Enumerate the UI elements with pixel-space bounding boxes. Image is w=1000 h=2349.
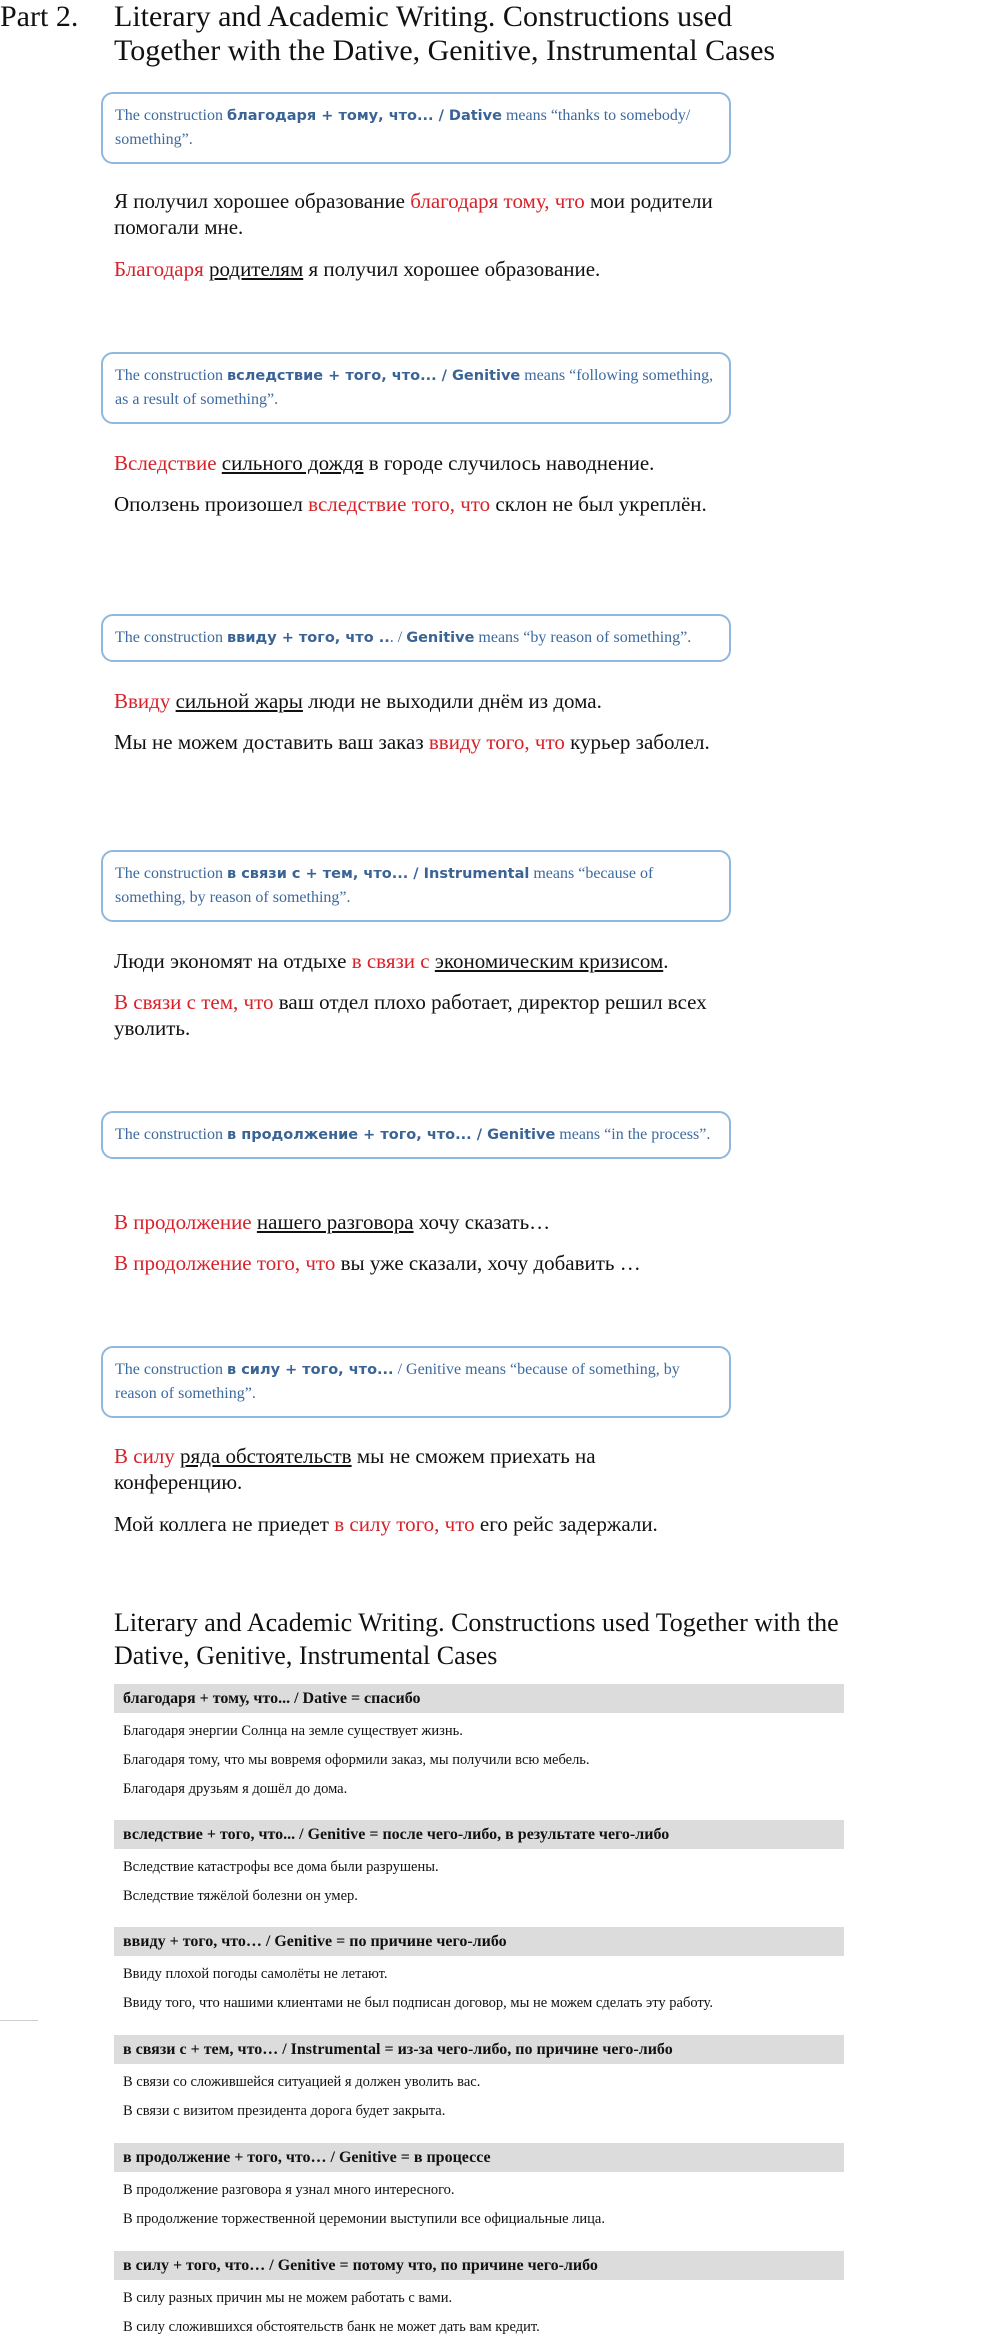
- example-sentence: [114, 256, 714, 282]
- box-text: The construction: [115, 107, 227, 124]
- underlined-noun: сильного дождя: [221, 451, 364, 475]
- box-text: The construction: [115, 1126, 227, 1143]
- highlighted-construction: В связи с тем, что: [114, 990, 274, 1014]
- example-text: хочу сказать…: [413, 1210, 551, 1234]
- example-text: вы уже сказали, хочу добавить …: [335, 1251, 641, 1275]
- underlined-noun: родителям: [208, 257, 304, 281]
- summary-section: [114, 2251, 844, 2342]
- summary-heading: в связи с + тем, что… / Instrumental = из-за чего-либо, по причине чего-либо: [114, 2035, 844, 2064]
- example-sentence: [114, 729, 714, 755]
- highlighted-construction: В продолжение: [114, 1210, 252, 1234]
- summary-heading: в силу + того, что… / Genitive = потому что, по причине чего-либо: [114, 2251, 844, 2280]
- summary-example: В силу разных причин мы не можем работать с вами.: [123, 2290, 453, 2306]
- summary-heading: в продолжение + того, что… / Genitive = в процессе: [114, 2143, 844, 2172]
- summary-heading: ввиду + того, что… / Genitive = по причине чего-либо: [114, 1927, 844, 1956]
- summary-example: Благодаря друзьям я дошёл до дома.: [123, 1781, 348, 1797]
- box-text: The construction: [115, 629, 227, 646]
- summary-section: [114, 1927, 844, 2018]
- example-text: ваш отдел плохо работает, директор решил всех уволить.: [114, 990, 707, 1040]
- box-text: The construction: [115, 367, 227, 384]
- box-text: means “because of something, by reason of something”.: [115, 865, 654, 906]
- example-text: мы не сможем приехать на конференцию.: [114, 1444, 596, 1494]
- highlighted-construction: Вследствие: [114, 451, 217, 475]
- underlined-noun: экономическим кризисом: [434, 949, 664, 973]
- example-sentence: [114, 1250, 714, 1276]
- summary-title: Literary and Academic Writing. Constructions used Together with the Dative, Genitive, Instrumental Cases: [114, 1608, 839, 1670]
- example-sentence: [114, 989, 714, 1041]
- box-text: means “thanks to somebody/ something”.: [115, 107, 691, 148]
- example-sentence: [114, 1209, 714, 1235]
- highlighted-construction: Благодаря: [114, 257, 204, 281]
- construction-box-4: [101, 850, 731, 922]
- summary-heading: благодаря + тому, что... / Dative = спасибо: [114, 1684, 844, 1713]
- summary-section: [114, 1684, 844, 1804]
- example-text: Мы не можем доставить ваш заказ: [114, 730, 429, 754]
- summary-example: Ввиду плохой погоды самолёты не летают.: [123, 1966, 388, 1982]
- summary-example: В силу сложившихся обстоятельств банк не может дать вам кредит.: [123, 2319, 540, 2335]
- construction-box-3: [101, 614, 731, 662]
- example-text: я получил хорошее образование.: [303, 257, 601, 281]
- construction-formula: ввиду + того, что ..: [226, 630, 390, 646]
- box-text: means “by reason of something”.: [474, 629, 692, 646]
- example-text: Мой коллега не приедет: [114, 1512, 335, 1536]
- example-text: склон не был укреплён.: [490, 492, 707, 516]
- example-text: Оползень произошел: [114, 492, 309, 516]
- summary-section: [114, 2035, 844, 2126]
- underlined-noun: сильной жары: [175, 689, 303, 713]
- summary-example: Благодаря тому, что мы вовремя оформили заказ, мы получили всю мебель.: [123, 1752, 590, 1768]
- summary-example: Вследствие катастрофы все дома были разрушены.: [123, 1859, 439, 1875]
- construction-box-1: [101, 92, 731, 164]
- box-text: . /: [389, 629, 407, 646]
- construction-box-2: [101, 352, 731, 424]
- part-label: Part 2.: [0, 0, 79, 33]
- box-text: The construction: [115, 1361, 227, 1378]
- construction-formula: благодаря + тому, что... / Dative: [226, 108, 502, 124]
- highlighted-construction: вследствие того, что: [308, 492, 491, 516]
- example-sentence: [114, 491, 714, 517]
- construction-formula: в силу + того, что...: [226, 1362, 394, 1378]
- box-text: means “following something, as a result of something”.: [115, 367, 714, 408]
- example-text: люди не выходили днём из дома.: [302, 689, 602, 713]
- page-title: Literary and Academic Writing. Constructions used Together with the Dative, Genitive, Instrumental Cases: [114, 0, 776, 67]
- construction-formula: в продолжение + того, что... / Genitive: [226, 1127, 556, 1143]
- example-sentence: [114, 1511, 714, 1537]
- summary-section: [114, 1820, 844, 1911]
- summary-example: Вследствие тяжёлой болезни он умер.: [123, 1888, 358, 1904]
- example-text: Люди экономят на отдыхе: [114, 949, 352, 973]
- highlighted-construction: благодаря тому, что: [410, 189, 585, 213]
- highlighted-construction: в силу того, что: [334, 1512, 475, 1536]
- margin-divider: [0, 2020, 38, 2021]
- example-sentence: [114, 450, 714, 476]
- highlighted-construction: В силу: [114, 1444, 175, 1468]
- underlined-noun: ряда обстоятельств: [180, 1444, 352, 1468]
- highlighted-construction: в связи с: [351, 949, 430, 973]
- example-text: его рейс задержали.: [474, 1512, 658, 1536]
- case-name: Genitive: [406, 630, 475, 646]
- box-text: The construction: [115, 865, 227, 882]
- example-text: в городе случилось наводнение.: [363, 451, 655, 475]
- summary-example: Ввиду того, что нашими клиентами не был подписан договор, мы не можем сделать эту работу.: [123, 1995, 713, 2011]
- underlined-noun: нашего разговора: [256, 1210, 414, 1234]
- example-sentence: [114, 1443, 714, 1495]
- example-sentence: [114, 688, 714, 714]
- summary-example: Благодаря энергии Солнца на земле существует жизнь.: [123, 1723, 463, 1739]
- highlighted-construction: Ввиду: [114, 689, 171, 713]
- construction-box-6: [101, 1346, 731, 1418]
- example-text: .: [663, 949, 669, 973]
- construction-formula: в связи с + тем, что... / Instrumental: [226, 866, 530, 882]
- summary-example: В продолжение торжественной церемонии выступили все официальные лица.: [123, 2211, 605, 2227]
- box-text: / Genitive means “because of something, by reason of something”.: [115, 1361, 680, 1402]
- example-text: курьер заболел.: [564, 730, 710, 754]
- construction-box-5: [101, 1111, 731, 1159]
- highlighted-construction: В продолжение того, что: [114, 1251, 336, 1275]
- box-text: means “in the process”.: [555, 1126, 711, 1143]
- construction-formula: вследствие + того, что... / Genitive: [226, 368, 521, 384]
- summary-heading: вследствие + того, что... / Genitive = после чего-либо, в результате чего-либо: [114, 1820, 844, 1849]
- example-sentence: [114, 948, 714, 974]
- summary-example: В связи с визитом президента дорога будет закрыта.: [123, 2103, 446, 2119]
- example-text: Я получил хорошее образование: [114, 189, 411, 213]
- summary-example: В продолжение разговора я узнал много интересного.: [123, 2182, 455, 2198]
- highlighted-construction: ввиду того, что: [428, 730, 565, 754]
- summary-section: [114, 2143, 844, 2234]
- example-sentence: [114, 188, 714, 240]
- summary-example: В связи со сложившейся ситуацией я должен уволить вас.: [123, 2074, 481, 2090]
- example-text: мои родители помогали мне.: [114, 189, 713, 239]
